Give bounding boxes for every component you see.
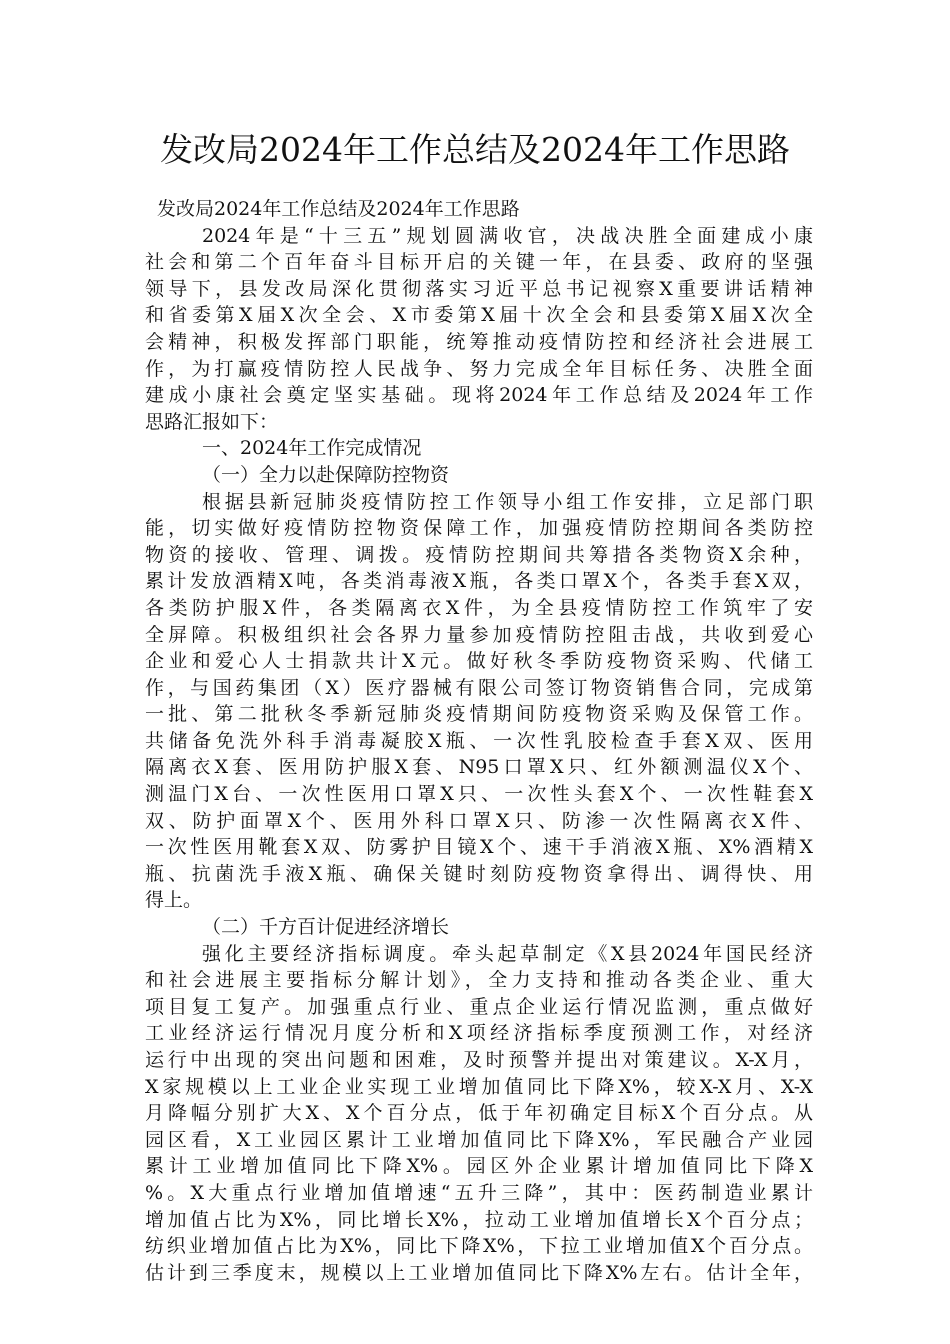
paragraph-line: 企业和爱心人士捐款共计X元。做好秋冬季防疫物资采购、代储工: [145, 650, 813, 673]
paragraph-line: 隔离衣X套、医用防护服X套、N95口罩X只、红外额测温仪X个、: [145, 756, 813, 779]
paragraph-line: 会精神，积极发挥部门职能，统筹推动疫情防控和经济社会进展工: [145, 330, 813, 353]
section-heading: 一、2024年工作完成情况: [202, 437, 422, 460]
paragraph-line: 运行中出现的突出问题和困难，及时预警并提出对策建议。X-X月，: [145, 1049, 813, 1071]
paragraph-line: 和社会进展主要指标分解计划》，全力支持和推动各类企业、重大: [145, 969, 813, 992]
paragraph-line: 估计到三季度末，规模以上工业增加值同比下降X%左右。估计全年，: [145, 1261, 813, 1284]
paragraph-line: 全屏障。积极组织社会各界力量参加疫情防控阻击战，共收到爱心: [145, 623, 813, 646]
paragraph-line: 思路汇报如下：: [145, 410, 279, 433]
paragraph-line: 项目复工复产。加强重点行业、重点企业运行情况监测，重点做好: [145, 995, 813, 1018]
paragraph-line: 物资的接收、管理、调拨。疫情防控期间共筹措各类物资X余种，: [145, 543, 813, 566]
paragraph-line: 累计发放酒精X吨，各类消毒液X瓶，各类口罩X个，各类手套X双，: [145, 570, 813, 593]
paragraph-line: 纺织业增加值占比为X%，同比下降X%，下拉工业增加值X个百分点。: [145, 1235, 813, 1258]
paragraph-line: 双、防护面罩X个、医用外科口罩X只、防渗一次性隔离衣X件、: [145, 809, 813, 832]
paragraph-line: 测温门X台、一次性医用口罩X只、一次性头套X个、一次性鞋套X: [145, 783, 813, 806]
document-title: 发改局2024年工作总结及2024年工作思路: [160, 130, 790, 169]
paragraph-line: 工业经济运行情况月度分析和X项经济指标季度预测工作，对经济: [145, 1022, 813, 1045]
paragraph-line: 得上。: [145, 889, 203, 912]
paragraph-line: 共储备免洗外科手消毒凝胶X瓶、一次性乳胶检查手套X双、医用: [145, 729, 813, 752]
paragraph-line: 能，切实做好疫情防控物资保障工作，加强疫情防控期间各类防控: [145, 517, 813, 540]
paragraph-line: 各类防护服X件，各类隔离衣X件，为全县疫情防控工作筑牢了安: [145, 596, 813, 619]
paragraph-line: 社会和第二个百年奋斗目标开启的关键一年，在县委、政府的坚强: [145, 251, 813, 274]
paragraph-line: 和省委第X届X次全会、X市委第X届十次全会和县委第X届X次全: [145, 304, 813, 327]
paragraph-line: X家规模以上工业企业实现工业增加值同比下降X%，较X-X月、X-X: [145, 1075, 813, 1098]
paragraph-line: 累计工业增加值同比下降X%。园区外企业累计增加值同比下降X: [145, 1155, 813, 1178]
paragraph-line: 领导下，县发改局深化贯彻落实习近平总书记视察X重要讲话精神: [145, 277, 813, 300]
paragraph-line: 强化主要经济指标调度。牵头起草制定《X县2024年国民经济: [202, 942, 813, 965]
paragraph-line: 作，为打赢疫情防控人民战争、努力完成全年目标任务、决胜全面: [145, 357, 813, 380]
document-subtitle: 发改局2024年工作总结及2024年工作思路: [157, 198, 520, 220]
subsection-heading: （二）千方百计促进经济增长: [202, 916, 450, 939]
paragraph-line: 作，与国药集团（X）医疗器械有限公司签订物资销售合同，完成第: [145, 676, 813, 699]
subsection-heading: （一）全力以赴保障防控物资: [202, 463, 450, 486]
paragraph-line: 园区看，X工业园区累计工业增加值同比下降X%，军民融合产业园: [145, 1128, 813, 1151]
paragraph-line: 建成小康社会奠定坚实基础。现将2024年工作总结及2024年工作: [145, 384, 813, 407]
paragraph-line: 瓶、抗菌洗手液X瓶、确保关键时刻防疫物资拿得出、调得快、用: [145, 862, 813, 885]
paragraph-line: 2024年是“十三五”规划圆满收官，决战决胜全面建成小康: [202, 224, 813, 247]
document-body: [145, 196, 813, 1286]
paragraph-line: 根据县新冠肺炎疫情防控工作领导小组工作安排，立足部门职: [202, 490, 813, 513]
paragraph-line: 一次性医用靴套X双、防雾护目镜X个、速干手消液X瓶、X%酒精X: [145, 836, 813, 859]
paragraph-line: 一批、第二批秋冬季新冠肺炎疫情期间防疫物资采购及保管工作。: [145, 703, 813, 726]
paragraph-line: %。X大重点行业增加值增速“五升三降”，其中：医药制造业累计: [145, 1181, 813, 1204]
paragraph-line: 增加值占比为X%，同比增长X%，拉动工业增加值增长X个百分点；: [145, 1208, 813, 1231]
paragraph-line: 月降幅分别扩大X、X个百分点，低于年初确定目标X个百分点。从: [145, 1102, 813, 1125]
